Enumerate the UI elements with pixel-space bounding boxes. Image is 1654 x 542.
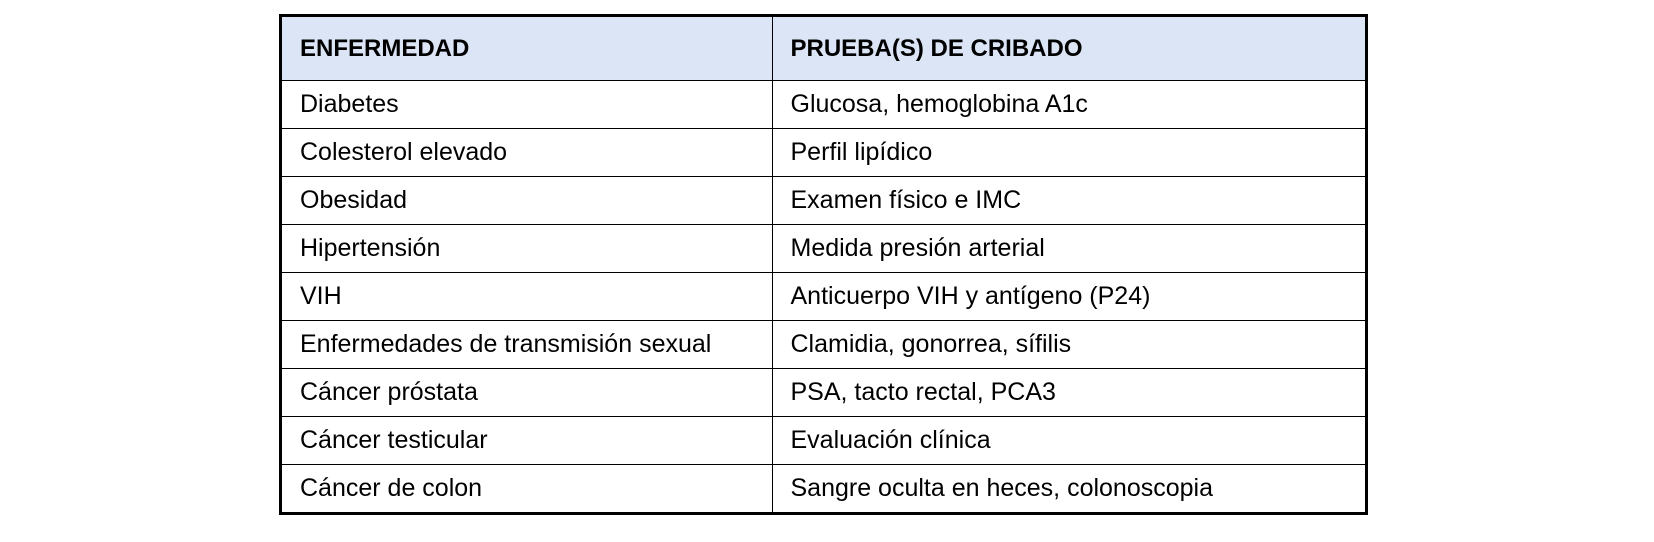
table-row bbox=[282, 177, 1365, 225]
screening-cell: PSA, tacto rectal, PCA3 bbox=[772, 369, 1365, 417]
disease-cell: Colesterol elevado bbox=[282, 129, 772, 177]
table-row bbox=[282, 369, 1365, 417]
table-row bbox=[282, 273, 1365, 321]
table-row bbox=[282, 417, 1365, 465]
table-header-row bbox=[282, 17, 1365, 81]
screening-cell: Medida presión arterial bbox=[772, 225, 1365, 273]
table-row bbox=[282, 321, 1365, 369]
disease-cell: Hipertensión bbox=[282, 225, 772, 273]
screening-table bbox=[282, 17, 1365, 512]
table-row bbox=[282, 81, 1365, 129]
screening-cell: Perfil lipídico bbox=[772, 129, 1365, 177]
disease-cell: Cáncer de colon bbox=[282, 465, 772, 513]
disease-cell: Obesidad bbox=[282, 177, 772, 225]
header-screening-tests: PRUEBA(S) DE CRIBADO bbox=[772, 17, 1365, 81]
disease-cell: VIH bbox=[282, 273, 772, 321]
screening-cell: Clamidia, gonorrea, sífilis bbox=[772, 321, 1365, 369]
disease-cell: Diabetes bbox=[282, 81, 772, 129]
screening-table-container bbox=[279, 14, 1368, 515]
disease-cell: Cáncer testicular bbox=[282, 417, 772, 465]
table-row bbox=[282, 225, 1365, 273]
screening-cell: Examen físico e IMC bbox=[772, 177, 1365, 225]
table-row bbox=[282, 465, 1365, 513]
screening-cell: Evaluación clínica bbox=[772, 417, 1365, 465]
header-disease: ENFERMEDAD bbox=[282, 17, 772, 81]
table-row bbox=[282, 129, 1365, 177]
disease-cell: Enfermedades de transmisión sexual bbox=[282, 321, 772, 369]
screening-cell: Anticuerpo VIH y antígeno (P24) bbox=[772, 273, 1365, 321]
screening-cell: Glucosa, hemoglobina A1c bbox=[772, 81, 1365, 129]
screening-cell: Sangre oculta en heces, colonoscopia bbox=[772, 465, 1365, 513]
disease-cell: Cáncer próstata bbox=[282, 369, 772, 417]
